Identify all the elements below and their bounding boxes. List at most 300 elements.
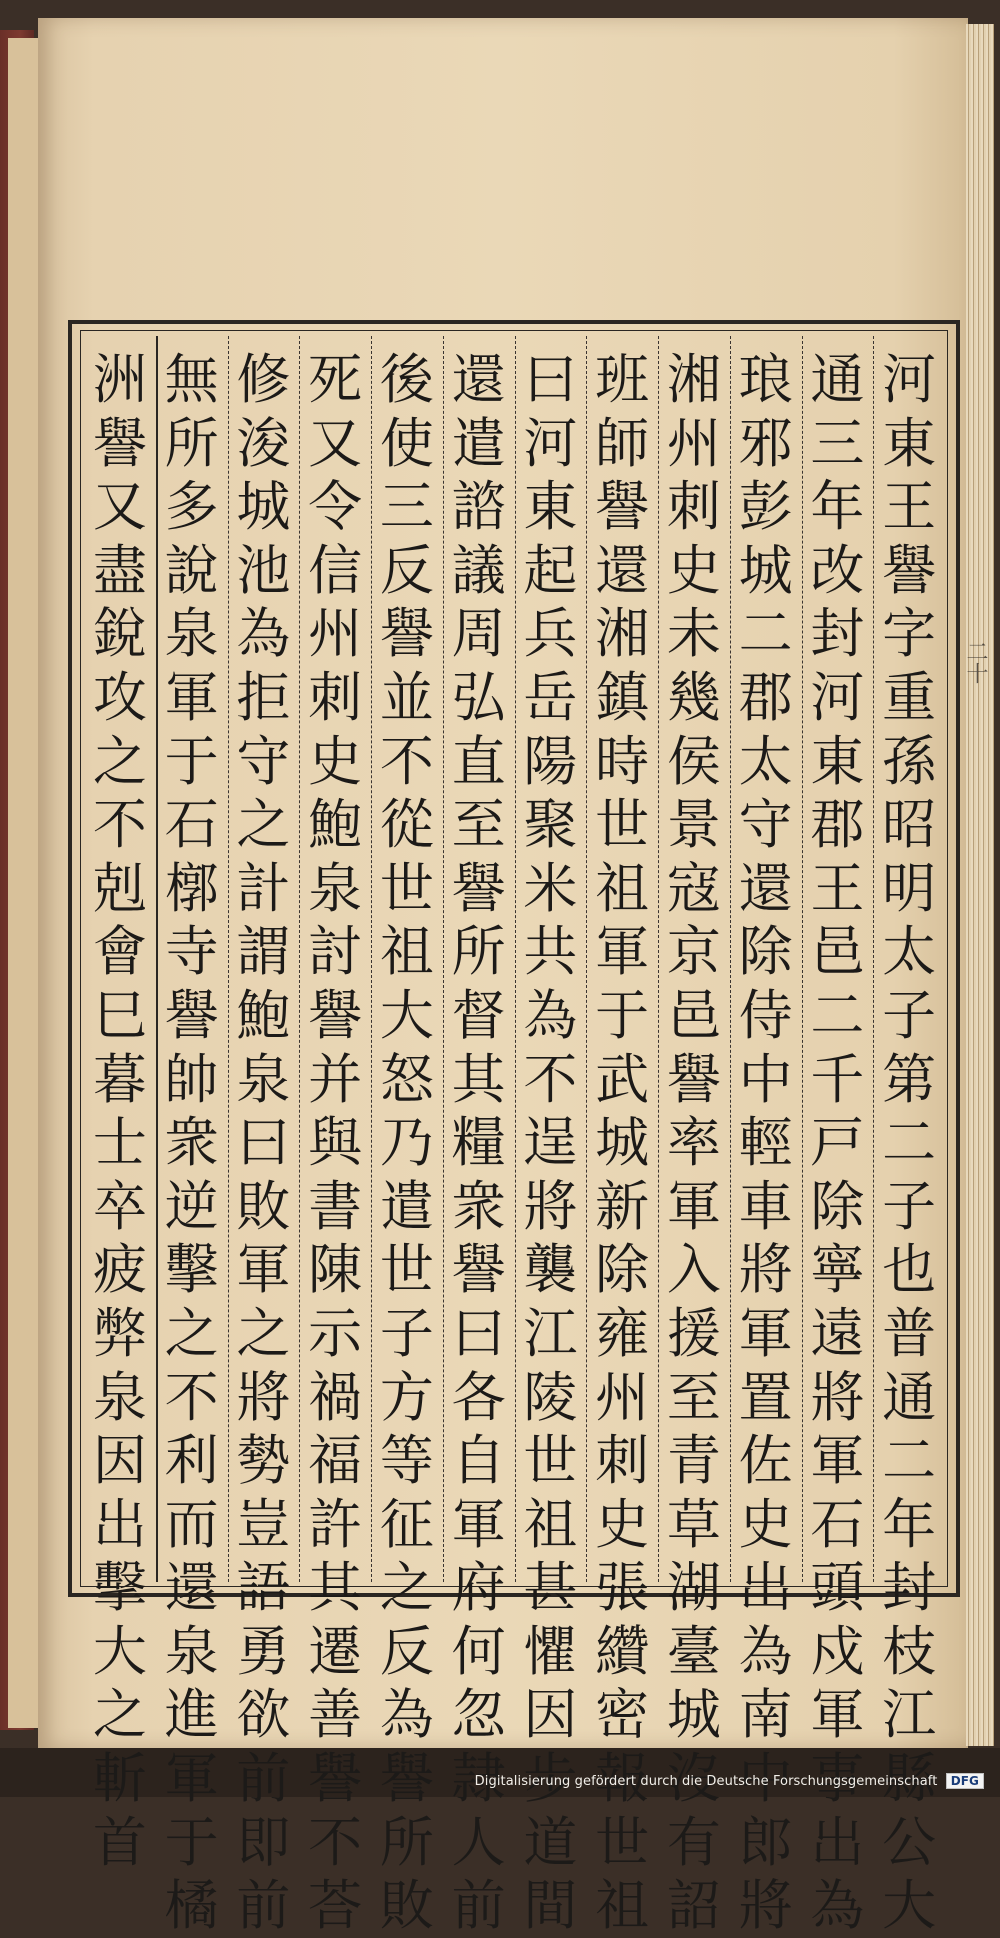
character: 還 [164,1556,219,1620]
character: 孫 [882,729,937,793]
character: 有 [666,1810,721,1874]
character: 青 [666,1429,721,1493]
character: 進 [164,1683,219,1747]
character: 令 [308,475,363,539]
text-column [233,348,293,1938]
character: 信 [308,538,363,602]
character: 邑 [810,920,865,984]
character: 擊 [164,1238,219,1302]
character: 道 [523,1810,578,1874]
character: 不 [308,1810,363,1874]
character: 東 [810,729,865,793]
character: 衆 [164,1111,219,1175]
character: 纘 [595,1619,650,1683]
character: 第 [882,1047,937,1111]
character: 中 [738,1047,793,1111]
column-rule [802,336,803,1582]
character: 刺 [308,665,363,729]
character: 字 [882,602,937,666]
character: 之 [236,1301,291,1365]
character: 還 [451,348,506,411]
character: 怒 [379,1047,434,1111]
character: 東 [882,411,937,475]
character: 未 [666,602,721,666]
character: 不 [379,729,434,793]
character: 石 [810,1492,865,1556]
character: 譽 [379,602,434,666]
character: 鎮 [595,665,650,729]
character: 邑 [666,983,721,1047]
character: 寺 [164,920,219,984]
character: 軍 [164,665,219,729]
character: 不 [92,793,147,857]
character: 將 [738,1874,793,1938]
character: 京 [666,920,721,984]
character: 前 [236,1874,291,1938]
character: 利 [164,1429,219,1493]
character: 洲 [92,348,147,411]
character: 史 [666,538,721,602]
character: 軍 [810,1683,865,1747]
character: 郡 [738,665,793,729]
character: 因 [92,1429,147,1493]
character: 沒 [666,1747,721,1811]
character: 彭 [738,475,793,539]
character: 郎 [738,1810,793,1874]
column-rule [730,336,731,1582]
character: 石 [164,793,219,857]
character: 城 [738,538,793,602]
character: 書 [308,1174,363,1238]
character: 王 [882,475,937,539]
character: 乃 [379,1111,434,1175]
text-column [664,348,724,1938]
digitization-footer [475,1773,984,1789]
character: 所 [164,411,219,475]
character: 鮑 [236,983,291,1047]
character: 泉 [92,1365,147,1429]
character: 州 [595,1365,650,1429]
column-rule [156,336,158,1582]
character: 除 [738,920,793,984]
character: 泉 [164,1619,219,1683]
character: 也 [882,1238,937,1302]
character: 陽 [523,729,578,793]
character: 譽 [666,1047,721,1111]
character: 事 [810,1747,865,1811]
character: 史 [308,729,363,793]
character: 譽 [308,983,363,1047]
character: 雍 [595,1301,650,1365]
character: 戸 [810,1111,865,1175]
column-rule [299,336,300,1582]
character: 新 [595,1174,650,1238]
character: 武 [595,1047,650,1111]
character: 時 [595,729,650,793]
character: 二 [882,1429,937,1493]
character: 米 [523,856,578,920]
character: 為 [236,602,291,666]
character: 大 [379,983,434,1047]
character: 盡 [92,538,147,602]
character: 計 [236,856,291,920]
character: 邪 [738,411,793,475]
character: 除 [810,1174,865,1238]
character: 聚 [523,793,578,857]
character: 諮 [451,475,506,539]
character: 首 [92,1810,147,1874]
character: 班 [595,348,650,411]
character: 南 [738,1683,793,1747]
character: 泉 [308,856,363,920]
character: 示 [308,1301,363,1365]
character: 軍 [666,1174,721,1238]
character: 擊 [92,1556,147,1620]
column-rule [873,336,874,1582]
character: 封 [882,1556,937,1620]
character: 直 [451,729,506,793]
character: 銳 [92,602,147,666]
column-rule [228,336,229,1582]
character: 東 [523,475,578,539]
character: 大 [882,1874,937,1938]
character: 琅 [738,348,793,411]
character: 譽 [92,411,147,475]
character: 方 [379,1365,434,1429]
character: 祖 [595,1874,650,1938]
character: 二 [738,602,793,666]
character: 祖 [379,920,434,984]
character: 所 [451,920,506,984]
page-stack-edge [963,24,994,1746]
character: 封 [810,602,865,666]
character: 無 [164,348,219,411]
character: 前 [236,1747,291,1811]
character: 世 [595,1810,650,1874]
character: 史 [738,1492,793,1556]
character: 之 [379,1556,434,1620]
character: 而 [164,1492,219,1556]
character: 懼 [523,1619,578,1683]
character: 守 [738,793,793,857]
character: 福 [308,1429,363,1493]
character: 師 [595,411,650,475]
character: 譽 [451,1238,506,1302]
column-rule [515,336,516,1582]
character: 將 [236,1365,291,1429]
character: 周 [451,602,506,666]
character: 各 [451,1365,506,1429]
character: 所 [379,1810,434,1874]
character: 于 [164,729,219,793]
character: 至 [451,793,506,857]
character: 欲 [236,1683,291,1747]
character: 密 [595,1683,650,1747]
character: 斬 [92,1747,147,1811]
character: 太 [738,729,793,793]
character: 太 [882,920,937,984]
character: 湘 [666,348,721,411]
character: 敗 [236,1174,291,1238]
character: 許 [308,1492,363,1556]
character: 譽 [379,1747,434,1811]
character: 至 [666,1365,721,1429]
character: 之 [92,729,147,793]
character: 江 [882,1683,937,1747]
character: 子 [882,983,937,1047]
character: 等 [379,1429,434,1493]
character: 橘 [164,1874,219,1938]
character: 城 [595,1111,650,1175]
text-column [449,348,509,1938]
character: 于 [595,983,650,1047]
character: 子 [882,1174,937,1238]
character: 譽 [882,538,937,602]
character: 幾 [666,665,721,729]
character: 何 [451,1619,506,1683]
character: 置 [738,1365,793,1429]
character: 浚 [236,411,291,475]
character: 城 [666,1683,721,1747]
character: 隷 [451,1747,506,1811]
character: 不 [164,1365,219,1429]
character: 枝 [882,1619,937,1683]
character: 不 [523,1047,578,1111]
character: 世 [379,1238,434,1302]
character: 弊 [92,1301,147,1365]
character: 改 [810,538,865,602]
character: 糧 [451,1111,506,1175]
character: 子 [379,1301,434,1365]
character: 忽 [451,1683,506,1747]
character: 城 [236,475,291,539]
character: 千 [810,1047,865,1111]
character: 使 [379,411,434,475]
character: 出 [92,1492,147,1556]
text-column [305,348,365,1938]
character: 疲 [92,1238,147,1302]
character: 軍 [451,1492,506,1556]
character: 通 [882,1365,937,1429]
character: 寇 [666,856,721,920]
character: 縣 [882,1747,937,1811]
character: 府 [451,1556,506,1620]
column-rule [658,336,659,1582]
character: 說 [164,538,219,602]
character: 間 [523,1874,578,1938]
character: 湘 [595,602,650,666]
character: 將 [523,1174,578,1238]
character: 除 [595,1238,650,1302]
character: 禍 [308,1365,363,1429]
character: 泉 [236,1047,291,1111]
character: 軍 [164,1747,219,1811]
character: 譽 [164,983,219,1047]
character: 鮑 [308,793,363,857]
character: 又 [308,411,363,475]
character: 史 [595,1492,650,1556]
character: 人 [451,1810,506,1874]
character: 衆 [451,1174,506,1238]
character: 之 [92,1683,147,1747]
character: 援 [666,1301,721,1365]
character: 暮 [92,1047,147,1111]
text-column [377,348,437,1938]
character: 語 [236,1556,291,1620]
dfg-logo: DFG [946,1773,984,1789]
character: 刺 [595,1429,650,1493]
character: 出 [738,1556,793,1620]
character: 年 [810,475,865,539]
character: 其 [451,1047,506,1111]
character: 于 [164,1810,219,1874]
character: 守 [236,729,291,793]
character: 為 [523,983,578,1047]
character: 即 [236,1810,291,1874]
character: 江 [523,1301,578,1365]
character: 明 [882,856,937,920]
character: 前 [451,1874,506,1938]
character: 寧 [810,1238,865,1302]
character: 輕 [738,1111,793,1175]
character: 襲 [523,1238,578,1302]
character: 為 [738,1619,793,1683]
character: 刺 [666,475,721,539]
text-column [592,348,652,1938]
character: 兵 [523,602,578,666]
character: 公 [882,1810,937,1874]
character: 并 [308,1047,363,1111]
character: 士 [92,1111,147,1175]
character: 臺 [666,1619,721,1683]
character: 後 [379,348,434,411]
character: 侯 [666,729,721,793]
character: 譽 [451,856,506,920]
character: 岳 [523,665,578,729]
text-column [90,348,150,1874]
character: 池 [236,538,291,602]
character: 共 [523,920,578,984]
character: 逆 [164,1174,219,1238]
character: 為 [810,1874,865,1938]
column-rule [586,336,587,1582]
character: 入 [666,1238,721,1302]
character: 祖 [595,856,650,920]
character: 遣 [379,1174,434,1238]
character: 與 [308,1111,363,1175]
character: 拒 [236,665,291,729]
character: 巳 [92,983,147,1047]
character: 頭 [810,1556,865,1620]
character: 反 [379,1619,434,1683]
footer-text: Digitalisierung gefördert durch die Deutsche Forschungsgemeinschaft [474,1774,938,1789]
character: 重 [882,665,937,729]
character: 之 [236,793,291,857]
character: 步 [523,1747,578,1811]
character: 將 [810,1365,865,1429]
character: 勇 [236,1619,291,1683]
character: 湖 [666,1556,721,1620]
character: 軍 [738,1301,793,1365]
character: 為 [379,1683,434,1747]
character: 多 [164,475,219,539]
text-column [879,348,939,1938]
character: 曰 [451,1301,506,1365]
character: 河 [882,348,937,411]
character: 譽 [595,475,650,539]
character: 其 [308,1556,363,1620]
character: 三 [810,411,865,475]
character: 州 [308,602,363,666]
character: 討 [308,920,363,984]
character: 泉 [164,602,219,666]
character: 陳 [308,1238,363,1302]
character: 軍 [810,1429,865,1493]
text-column [736,348,796,1938]
character: 豈 [236,1492,291,1556]
character: 並 [379,665,434,729]
column-rule [371,336,372,1582]
character: 世 [595,793,650,857]
character: 逞 [523,1111,578,1175]
character: 謂 [236,920,291,984]
text-column [807,348,867,1938]
margin-note: 二十 [963,640,988,684]
character: 張 [595,1556,650,1620]
character: 遣 [451,411,506,475]
character: 通 [810,348,865,411]
character: 又 [92,475,147,539]
character: 剋 [92,856,147,920]
character: 之 [164,1301,219,1365]
character: 昭 [882,793,937,857]
character: 二 [882,1111,937,1175]
character: 善 [308,1683,363,1747]
character: 戍 [810,1619,865,1683]
character: 修 [236,348,291,411]
character: 陵 [523,1365,578,1429]
character: 世 [523,1429,578,1493]
character: 祖 [523,1492,578,1556]
character: 會 [92,920,147,984]
character: 將 [738,1238,793,1302]
character: 二 [810,983,865,1047]
character: 軍 [236,1238,291,1302]
character: 起 [523,538,578,602]
character: 槨 [164,856,219,920]
character: 從 [379,793,434,857]
character: 反 [379,538,434,602]
text-column [162,348,222,1938]
character: 普 [882,1301,937,1365]
character: 佐 [738,1429,793,1493]
character: 荅 [308,1874,363,1938]
character: 三 [379,475,434,539]
character: 議 [451,538,506,602]
character: 出 [810,1810,865,1874]
character: 遷 [308,1619,363,1683]
character: 州 [666,411,721,475]
character: 報 [595,1747,650,1811]
character: 卒 [92,1174,147,1238]
character: 車 [738,1174,793,1238]
character: 征 [379,1492,434,1556]
character: 攻 [92,665,147,729]
character: 自 [451,1429,506,1493]
character: 弘 [451,665,506,729]
character: 率 [666,1111,721,1175]
character: 侍 [738,983,793,1047]
